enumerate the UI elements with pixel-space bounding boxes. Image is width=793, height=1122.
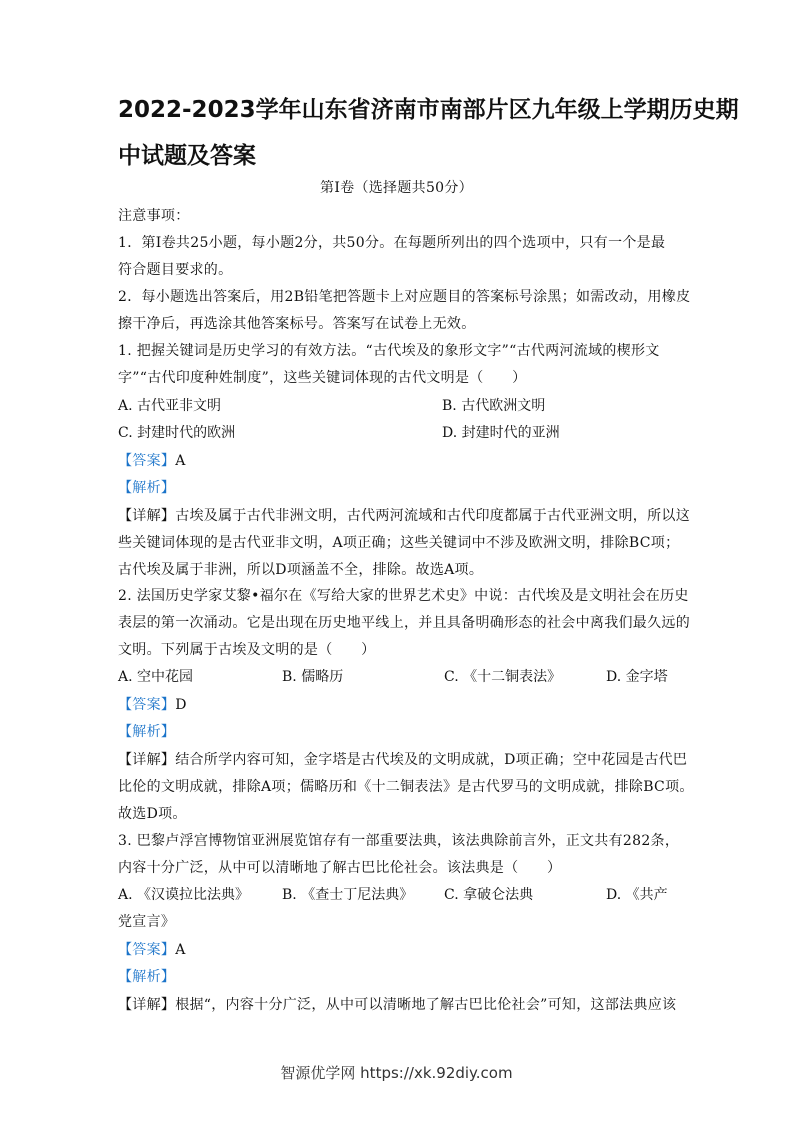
answer-tag: 【答案】 bbox=[118, 942, 176, 958]
q3-analysis bbox=[118, 967, 175, 987]
doc-title-line-1: 2022-2023学年山东省济南市南部片区九年级上学期历史期 bbox=[118, 97, 739, 123]
q1-option-d: D. 封建时代的亚洲 bbox=[442, 425, 560, 441]
analysis-tag: 【解析】 bbox=[118, 724, 176, 740]
q3-detail-line-1 bbox=[118, 995, 676, 1015]
q3-option-d: D. 《共产 bbox=[606, 887, 668, 903]
q1-stem-line-1: 1. 把握关键词是历史学习的有效方法。“古代埃及的象形文字”“古代两河流域的楔形文 bbox=[118, 343, 660, 359]
q2-detail-line-3: 故选D项。 bbox=[118, 806, 187, 822]
note-1-line-1: 1．第Ⅰ卷共25小题，每小题2分，共50分。在每题所列出的四个选项中，只有一个是最 bbox=[118, 235, 666, 251]
q3-stem-line-1: 3. 巴黎卢浮宫博物馆亚洲展览馆存有一部重要法典，该法典除前言外，正文共有282条， bbox=[118, 833, 680, 849]
q1-option-a: A. 古代亚非文明 bbox=[118, 398, 222, 414]
q3-option-c: C. 拿破仑法典 bbox=[444, 887, 534, 903]
q1-detail-line-1 bbox=[118, 506, 690, 526]
q3-answer bbox=[118, 940, 186, 960]
q1-option-b: B. 古代欧洲文明 bbox=[442, 398, 546, 414]
answer-tag: 【答案】 bbox=[118, 453, 176, 469]
q1-option-c: C. 封建时代的欧洲 bbox=[118, 425, 236, 441]
q3-option-b: B. 《查士丁尼法典》 bbox=[282, 887, 414, 903]
q2-detail-line-2: 比伦的文明成就，排除A项；儒略历和《十二铜表法》是古代罗马的文明成就，排除BC项。 bbox=[118, 779, 694, 795]
q3-stem-line-2: 内容十分广泛，从中可以清晰地了解古巴比伦社会。该法典是（ ） bbox=[118, 860, 562, 876]
analysis-tag: 【解析】 bbox=[118, 969, 176, 985]
q3-option-a: A. 《汉谟拉比法典》 bbox=[118, 887, 250, 903]
detail-text: 根据“，内容十分广泛，从中可以清晰地了解古巴比伦社会”可知，这部法典应该 bbox=[175, 997, 677, 1013]
q2-option-a: A. 空中花园 bbox=[118, 669, 194, 685]
q2-option-c: C. 《十二铜表法》 bbox=[444, 669, 562, 685]
doc-title-line-2: 中试题及答案 bbox=[118, 143, 256, 169]
detail-tag: 【详解】 bbox=[118, 997, 176, 1013]
footer-watermark: 智源优学网 https://xk.92diy.com bbox=[280, 1064, 513, 1082]
q2-stem-line-3: 文明。下列属于古埃及文明的是（ ） bbox=[118, 642, 376, 658]
q2-answer bbox=[118, 695, 187, 715]
analysis-tag: 【解析】 bbox=[118, 480, 176, 496]
q2-analysis bbox=[118, 722, 175, 742]
section-header: 第Ⅰ卷（选择题共50分） bbox=[320, 180, 473, 196]
q1-answer bbox=[118, 451, 186, 471]
q1-detail-line-2: 些关键词体现的是古代亚非文明，A项正确；这些关键词中不涉及欧洲文明，排除BC项； bbox=[118, 535, 680, 551]
answer-value: A bbox=[175, 942, 186, 958]
note-2-line-1: 2．每小题选出答案后，用2B铅笔把答题卡上对应题目的答案标号涂黑；如需改动，用橡皮 bbox=[118, 289, 691, 305]
q3-option-d-continued: 党宣言》 bbox=[118, 914, 176, 930]
q2-option-b: B. 儒略历 bbox=[282, 669, 344, 685]
note-2-line-2: 擦干净后，再选涂其他答案标号。答案写在试卷上无效。 bbox=[118, 316, 476, 332]
q2-stem-line-1: 2. 法国历史学家艾黎•福尔在《写给大家的世界艺术史》中说：古代埃及是文明社会在历史 bbox=[118, 588, 689, 604]
answer-value: A bbox=[175, 453, 186, 469]
q1-detail-line-3: 古代埃及属于非洲，所以D项涵盖不全，排除。故选A项。 bbox=[118, 562, 484, 578]
q2-stem-line-2: 表层的第一次涌动。它是出现在历史地平线上，并且具备明确形态的社会中离我们最久远的 bbox=[118, 615, 690, 631]
q2-detail-line-1 bbox=[118, 750, 687, 770]
q1-stem-line-2: 字”“古代印度种姓制度”，这些关键词体现的古代文明是（ ） bbox=[118, 370, 527, 386]
notes-heading: 注意事项： bbox=[118, 208, 190, 224]
detail-tag: 【详解】 bbox=[118, 508, 176, 524]
detail-text: 结合所学内容可知，金字塔是古代埃及的文明成就，D项正确；空中花园是古代巴 bbox=[175, 752, 688, 768]
answer-value: D bbox=[175, 697, 187, 713]
note-1-line-2: 符合题目要求的。 bbox=[118, 262, 233, 278]
q1-analysis bbox=[118, 478, 175, 498]
answer-tag: 【答案】 bbox=[118, 697, 176, 713]
detail-tag: 【详解】 bbox=[118, 752, 176, 768]
q2-option-d: D. 金字塔 bbox=[606, 669, 668, 685]
detail-text: 古埃及属于古代非洲文明，古代两河流域和古代印度都属于古代亚洲文明，所以这 bbox=[175, 508, 691, 524]
